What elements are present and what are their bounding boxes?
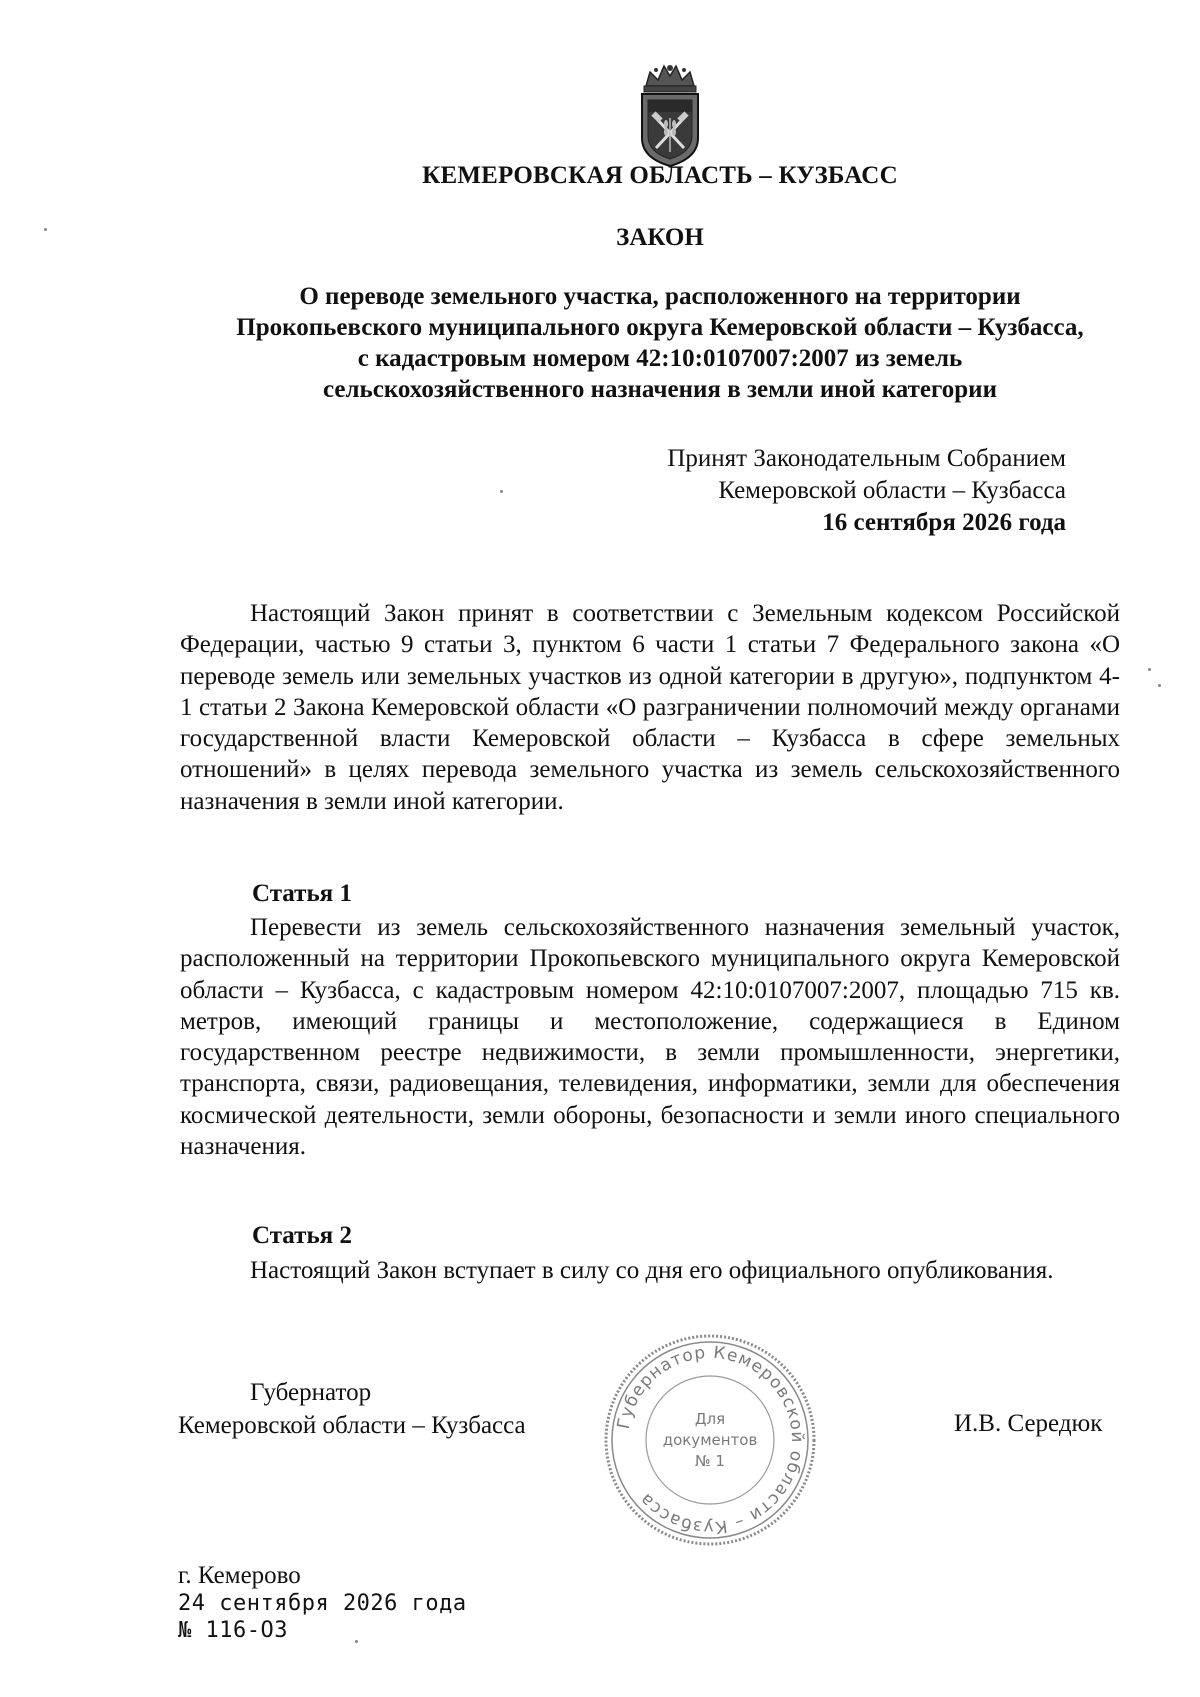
subject-line: с кадастровым номером 42:10:0107007:2007 из земель (357, 345, 963, 372)
scan-speck (44, 228, 47, 231)
article-1-heading: Статья 1 (252, 880, 352, 907)
article-2-heading: Статья 2 (252, 1222, 352, 1249)
official-stamp (600, 1330, 820, 1550)
stamp-center-line: № 1 (695, 1452, 725, 1470)
coat-of-arms-icon (628, 60, 712, 170)
subject-line: сельскохозяйственного назначения в земли иной категории (323, 376, 997, 403)
law-subject-heading (190, 281, 1130, 405)
scan-speck (355, 1640, 358, 1643)
adoption-line: Принят Законодательным Собранием (667, 445, 1066, 472)
region-title: КЕМЕРОВСКАЯ ОБЛАСТЬ – КУЗБАСС (422, 162, 898, 189)
signatory-title-line: Губернатор (250, 1379, 372, 1406)
issue-number: № 116-ОЗ (178, 1618, 288, 1643)
stamp-center-line: Для (694, 1410, 726, 1428)
stamp-center-line: документов (662, 1431, 758, 1449)
signatory-title-line: Кемеровской области – Кузбасса (178, 1412, 526, 1439)
signatory-name: И.В. Середюк (954, 1410, 1103, 1437)
article-2-text: Настоящий Закон вступает в силу со дня его официального опубликования. (250, 1257, 1054, 1284)
subject-line: О переводе земельного участка, расположенного на территории (299, 283, 1021, 310)
adoption-date: 16 сентября 2026 года (822, 509, 1066, 536)
issue-city: г. Кемерово (178, 1562, 301, 1589)
signatory-title (178, 1376, 526, 1442)
issue-block (178, 1562, 467, 1644)
issue-date: 24 сентября 2026 года (178, 1591, 467, 1616)
adoption-block (667, 443, 1066, 539)
scan-speck (500, 490, 503, 493)
document-type-title: ЗАКОН (616, 224, 704, 251)
scan-speck (1158, 684, 1161, 687)
adoption-line: Кемеровской области – Кузбасса (718, 477, 1066, 504)
scan-speck (1148, 668, 1151, 671)
stamp-ring-text: Губернатор Кемеровской области – Кузбасса (613, 1342, 808, 1538)
article-1-text: Перевести из земель сельскохозяйственного назначения земельный участок, расположенный на территории Прокопьевского муниципального округа Кемеровской области – Кузбасса, с кадастровым номером 42:10:0107007:2007, площадью 715 кв. метров, имеющий границы и местоположение, содержащиеся в Едином государственном реестре недвижимости, в земли промышленности, энергетики, транспорта, связи, радиовещания, телевидения, информатики, земли для обеспечения космической деятельности, земли обороны, безопасности и земли иного специального назначения. (180, 914, 1120, 1161)
preamble-paragraph: Настоящий Закон принят в соответствии с Земельным кодексом Российской Федерации, частью 9 статьи 3, пунктом 6 части 1 статьи 7 Федерального закона «О переводе земель или земельных участков из одной категории в другую», подпунктом 4-1 статьи 2 Закона Кемеровской области «О разграничении полномочий между органами государственной власти Кемеровской области – Кузбасса в сфере земельных отношений» в целях перевода земельного участка из земель сельскохозяйственного назначения в земли иной категории. (180, 600, 1120, 815)
subject-line: Прокопьевского муниципального округа Кемеровской области – Кузбасса, (236, 314, 1084, 341)
